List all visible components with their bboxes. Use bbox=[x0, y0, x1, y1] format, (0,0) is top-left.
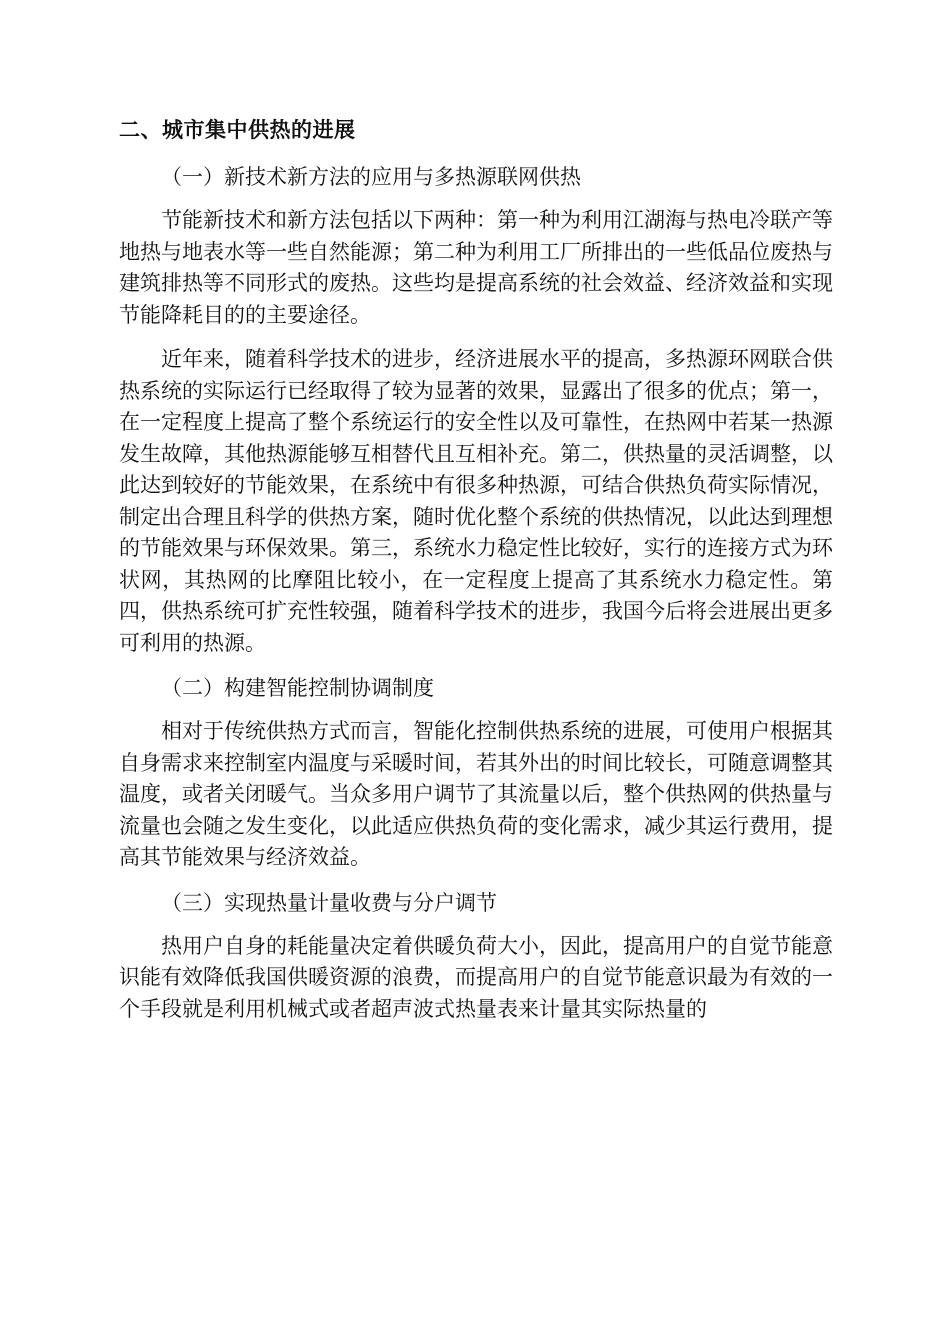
document-body bbox=[119, 114, 833, 1038]
paragraph: 节能新技术和新方法包括以下两种：第一种为利用江湖海与热电冷联产等地热与地表水等一些自然能源；第二种为利用工厂所排出的一些低品位废热与建筑排热等不同形式的废热。这些均是提高系统的社会效益、经济效益和实现节能降耗目的的主要途径。 bbox=[119, 208, 833, 327]
paragraph: 相对于传统供热方式而言，智能化控制供热系统的进展，可使用户根据其自身需求来控制室内温度与采暖时间，若其外出的时间比较长，可随意调整其温度，或者关闭暖气。当众多用户调节了其流量以后，整个供热网的供热量与流量也会随之发生变化，以此适应供热负荷的变化需求，减少其运行费用，提高其节能效果与经济效益。 bbox=[119, 719, 833, 869]
paragraph: 热用户自身的耗能量决定着供暖负荷大小，因此，提高用户的自觉节能意识能有效降低我国供暖资源的浪费，而提高用户的自觉节能意识最为有效的一个手段就是利用机械式或者超声波式热量表来计量其实际热量的 bbox=[119, 933, 833, 1021]
subsection-heading-2: （二）构建智能控制协调制度 bbox=[161, 676, 434, 700]
paragraph: 近年来，随着科学技术的进步，经济进展水平的提高，多热源环网联合供热系统的实际运行已经取得了较为显著的效果，显露出了很多的优点；第一，在一定程度上提高了整个系统运行的安全性以及可靠性，在热网中若某一热源发生故障，其他热源能够互相替代且互相补充。第二，供热量的灵活调整，以此达到较好的节能效果，在系统中有很多种热源，可结合供热负荷实际情况，制定出合理且科学的供热方案，随时优化整个系统的供热情况，以此达到理想的节能效果与环保效果。第三，系统水力稳定性比较好，实行的连接方式为环状网，其热网的比摩阻比较小，在一定程度上提高了其系统水力稳定性。第四，供热系统可扩充性较强，随着科学技术的进步，我国今后将会进展出更多可利用的热源。 bbox=[119, 347, 833, 655]
subsection-heading-3: （三）实现热量计量收费与分户调节 bbox=[161, 890, 497, 915]
section-title: 二、城市集中供热的进展 bbox=[119, 118, 356, 142]
subsection-heading-1: （一）新技术新方法的应用与多热源联网供热 bbox=[161, 165, 581, 189]
